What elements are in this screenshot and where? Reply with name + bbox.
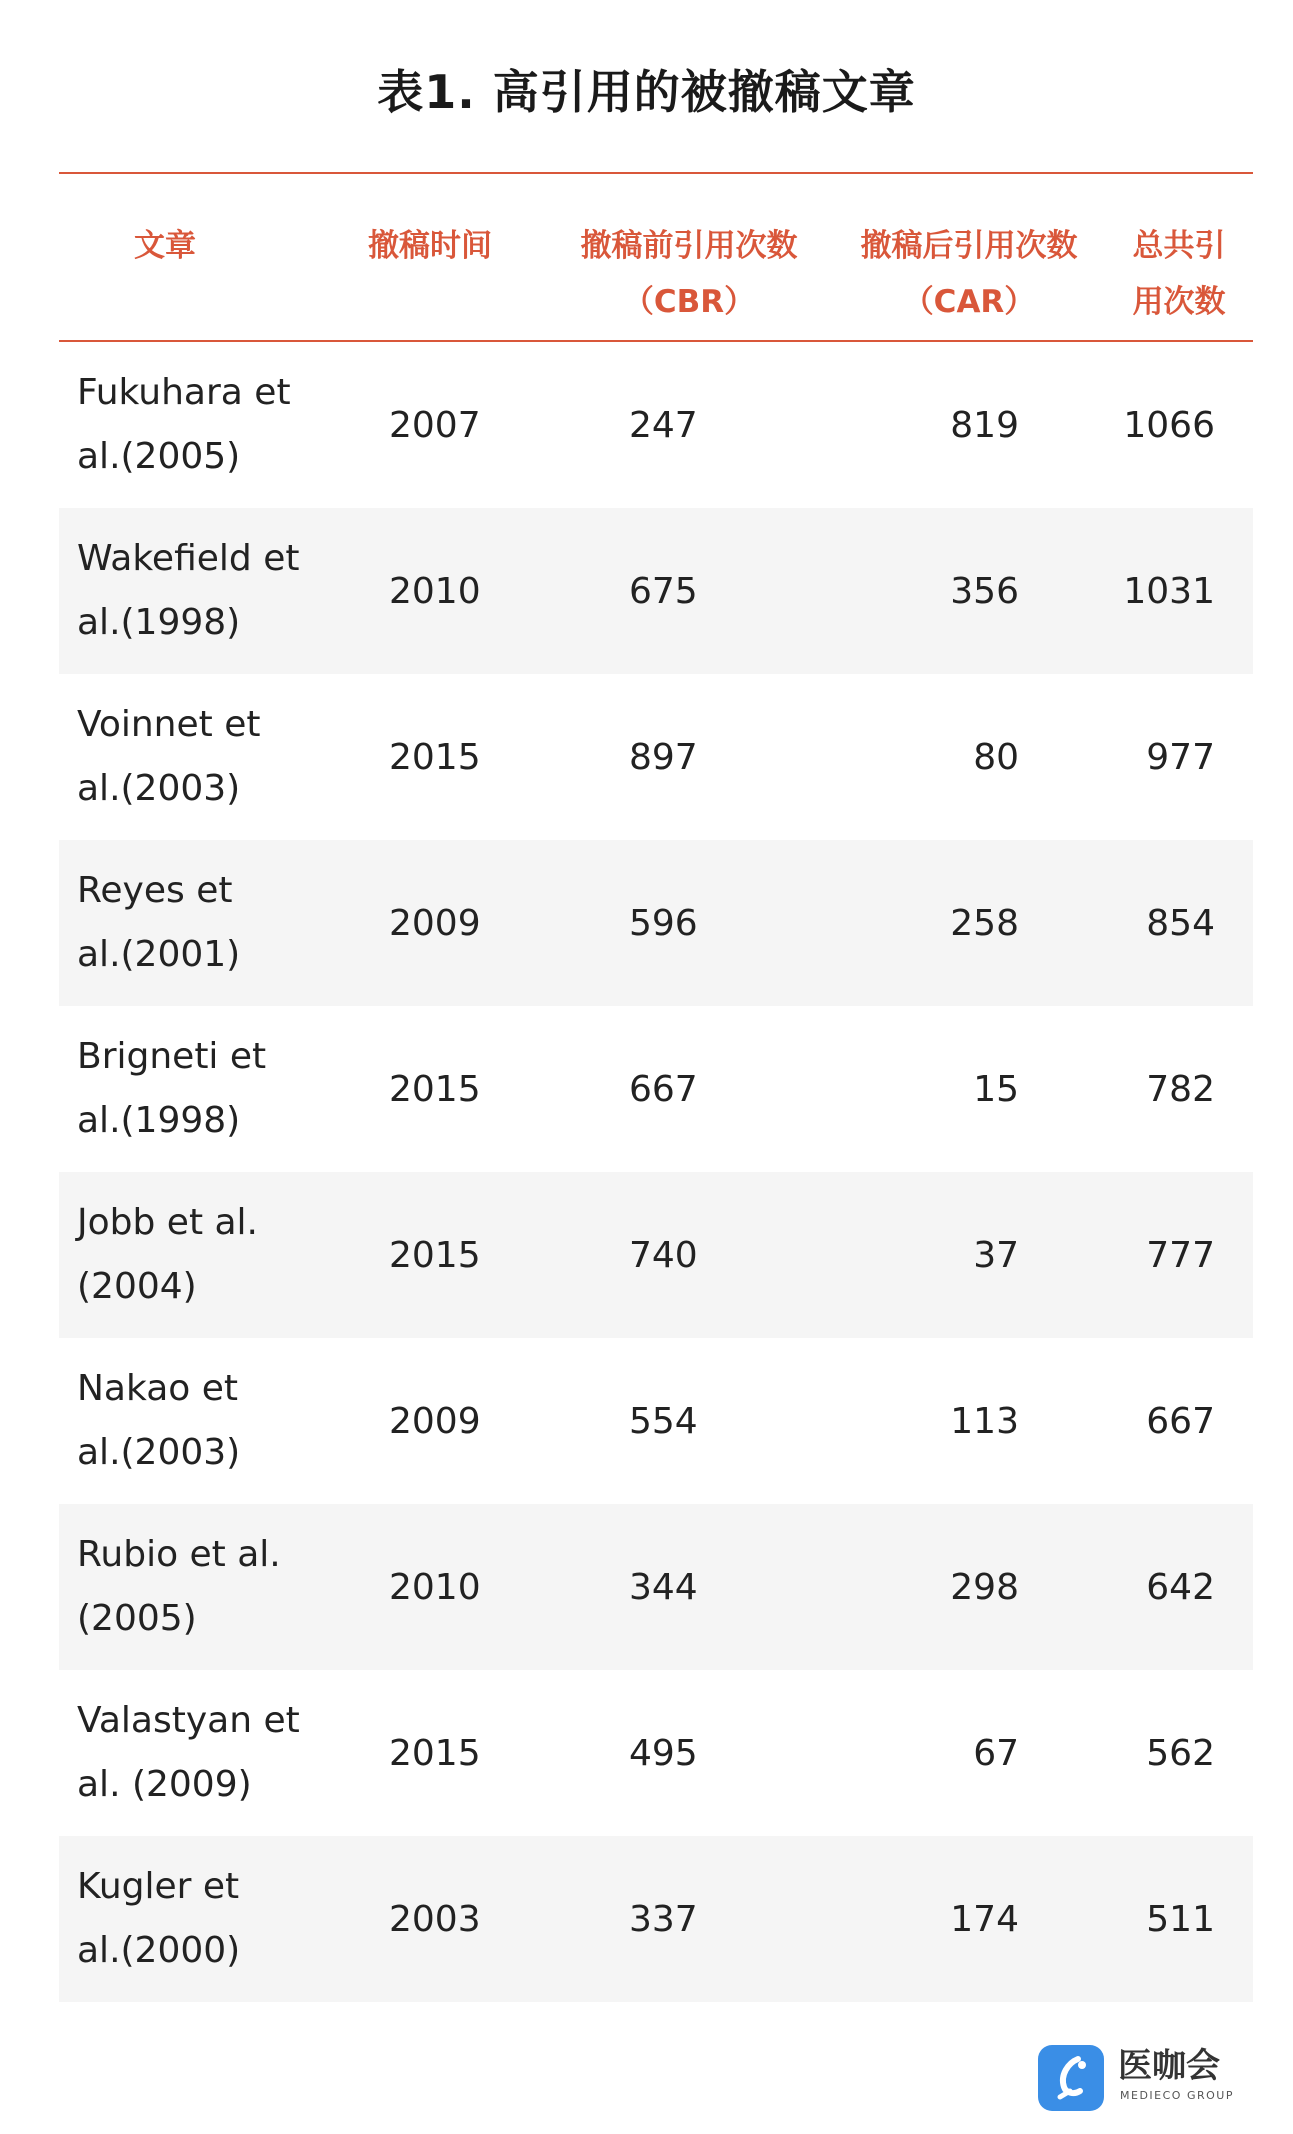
cell-cbr xyxy=(629,1172,749,1338)
cell-retraction-year-text: 2015 xyxy=(389,1234,481,1276)
cell-article-text: Wakefield et al.(1998) xyxy=(77,538,300,643)
cell-retraction-year-text: 2015 xyxy=(389,1068,481,1110)
cell-total-text: 977 xyxy=(1146,736,1215,778)
cell-total-text: 511 xyxy=(1146,1898,1215,1940)
table-header xyxy=(59,174,1253,340)
cell-article xyxy=(77,1006,347,1172)
cell-cbr-text: 337 xyxy=(629,1898,698,1940)
cell-total xyxy=(1059,1670,1251,1836)
cell-cbr-text: 596 xyxy=(629,902,698,944)
cell-cbr xyxy=(629,840,749,1006)
cell-article xyxy=(77,674,347,840)
header-cbr: 撤稿前引用次数 （CBR） xyxy=(580,228,798,320)
cell-retraction-year-text: 2003 xyxy=(389,1898,481,1940)
table-row xyxy=(59,508,1253,674)
cell-car-text: 298 xyxy=(950,1566,1019,1608)
cell-total xyxy=(1059,342,1251,508)
cell-cbr xyxy=(629,1670,749,1836)
cell-total xyxy=(1059,674,1251,840)
cell-car-text: 113 xyxy=(950,1400,1019,1442)
cell-retraction-year-text: 2009 xyxy=(389,1400,481,1442)
cell-total xyxy=(1059,1006,1251,1172)
table-row xyxy=(59,1006,1253,1172)
cell-car-text: 258 xyxy=(950,902,1019,944)
table-row xyxy=(59,1172,1253,1338)
header-car: 撤稿后引用次数 （CAR） xyxy=(860,228,1078,320)
logo-name-en: MEDIECO GROUP xyxy=(1120,2089,1234,2102)
cell-car xyxy=(839,674,1019,840)
table-row xyxy=(59,1504,1253,1670)
logo-name-cn: 医咖会 xyxy=(1118,2046,1220,2086)
header-total: 总共引 用次数 xyxy=(1132,228,1226,320)
cell-cbr xyxy=(629,1338,749,1504)
cell-cbr xyxy=(629,1504,749,1670)
cell-article xyxy=(77,1338,347,1504)
cell-total-text: 562 xyxy=(1146,1732,1215,1774)
cell-cbr-text: 740 xyxy=(629,1234,698,1276)
table-row xyxy=(59,1836,1253,2002)
cell-cbr xyxy=(629,508,749,674)
cell-article xyxy=(77,1504,347,1670)
page-title: 表1. 高引用的被撤稿文章 xyxy=(377,65,916,119)
cell-total xyxy=(1059,840,1251,1006)
cell-car-text: 174 xyxy=(950,1898,1019,1940)
cell-total-text: 782 xyxy=(1146,1068,1215,1110)
cell-car xyxy=(839,1670,1019,1836)
table-row xyxy=(59,674,1253,840)
cell-cbr xyxy=(629,342,749,508)
cell-cbr-text: 675 xyxy=(629,570,698,612)
table-row xyxy=(59,1670,1253,1836)
cell-article-text: Voinnet et al.(2003) xyxy=(77,704,261,809)
cell-retraction-year-text: 2015 xyxy=(389,1732,481,1774)
cell-car xyxy=(839,840,1019,1006)
cell-retraction-year xyxy=(389,1504,509,1670)
table-row xyxy=(59,840,1253,1006)
cell-total-text: 1031 xyxy=(1123,570,1215,612)
cell-total xyxy=(1059,508,1251,674)
cell-retraction-year xyxy=(389,1338,509,1504)
cell-cbr xyxy=(629,674,749,840)
cell-total-text: 777 xyxy=(1146,1234,1215,1276)
cell-article-text: Valastyan et al. (2009) xyxy=(77,1700,300,1805)
citation-table xyxy=(59,172,1253,2002)
cell-car-text: 67 xyxy=(973,1732,1019,1774)
cell-retraction-year-text: 2010 xyxy=(389,570,481,612)
cell-article xyxy=(77,342,347,508)
cell-retraction-year-text: 2010 xyxy=(389,1566,481,1608)
cell-cbr-text: 554 xyxy=(629,1400,698,1442)
table-body xyxy=(59,342,1253,2002)
cell-article xyxy=(77,1670,347,1836)
cell-car xyxy=(839,508,1019,674)
cell-retraction-year xyxy=(389,508,509,674)
cell-total-text: 667 xyxy=(1146,1400,1215,1442)
cell-retraction-year xyxy=(389,1836,509,2002)
cell-total-text: 642 xyxy=(1146,1566,1215,1608)
cell-total-text: 1066 xyxy=(1123,404,1215,446)
cell-car xyxy=(839,342,1019,508)
cell-total xyxy=(1059,1504,1251,1670)
cell-cbr-text: 897 xyxy=(629,736,698,778)
cell-car xyxy=(839,1006,1019,1172)
cell-article-text: Rubio et al. (2005) xyxy=(77,1534,281,1639)
cell-article-text: Brigneti et al.(1998) xyxy=(77,1036,267,1141)
cell-retraction-year xyxy=(389,1670,509,1836)
cell-article xyxy=(77,1172,347,1338)
medieco-logo-icon xyxy=(1038,2045,1104,2111)
cell-retraction-year xyxy=(389,674,509,840)
cell-retraction-year-text: 2015 xyxy=(389,736,481,778)
cell-retraction-year-text: 2009 xyxy=(389,902,481,944)
cell-retraction-year-text: 2007 xyxy=(389,404,481,446)
table-row xyxy=(59,342,1253,508)
cell-total xyxy=(1059,1338,1251,1504)
cell-cbr-text: 344 xyxy=(629,1566,698,1608)
header-retraction-time: 撤稿时间 xyxy=(368,228,492,264)
cell-cbr-text: 247 xyxy=(629,404,698,446)
cell-article-text: Fukuhara et al.(2005) xyxy=(77,372,291,477)
cell-car-text: 80 xyxy=(973,736,1019,778)
cell-cbr-text: 495 xyxy=(629,1732,698,1774)
header-article: 文章 xyxy=(134,228,196,264)
cell-article-text: Jobb et al. (2004) xyxy=(77,1202,259,1307)
cell-car xyxy=(839,1338,1019,1504)
cell-cbr-text: 667 xyxy=(629,1068,698,1110)
cell-total xyxy=(1059,1172,1251,1338)
cell-article-text: Nakao et al.(2003) xyxy=(77,1368,241,1473)
cell-car-text: 15 xyxy=(973,1068,1019,1110)
cell-car xyxy=(839,1504,1019,1670)
cell-car-text: 356 xyxy=(950,570,1019,612)
cell-article xyxy=(77,1836,347,2002)
cell-total xyxy=(1059,1836,1251,2002)
cell-article xyxy=(77,508,347,674)
cell-car-text: 37 xyxy=(973,1234,1019,1276)
table-row xyxy=(59,1338,1253,1504)
cell-article-text: Kugler et al.(2000) xyxy=(77,1866,241,1971)
medieco-logo xyxy=(1038,2045,1238,2115)
cell-retraction-year xyxy=(389,342,509,508)
cell-retraction-year xyxy=(389,840,509,1006)
cell-car-text: 819 xyxy=(950,404,1019,446)
cell-article-text: Reyes et al.(2001) xyxy=(77,870,241,975)
cell-cbr xyxy=(629,1836,749,2002)
cell-retraction-year xyxy=(389,1172,509,1338)
cell-article xyxy=(77,840,347,1006)
cell-total-text: 854 xyxy=(1146,902,1215,944)
cell-cbr xyxy=(629,1006,749,1172)
cell-retraction-year xyxy=(389,1006,509,1172)
cell-car xyxy=(839,1172,1019,1338)
cell-car xyxy=(839,1836,1019,2002)
